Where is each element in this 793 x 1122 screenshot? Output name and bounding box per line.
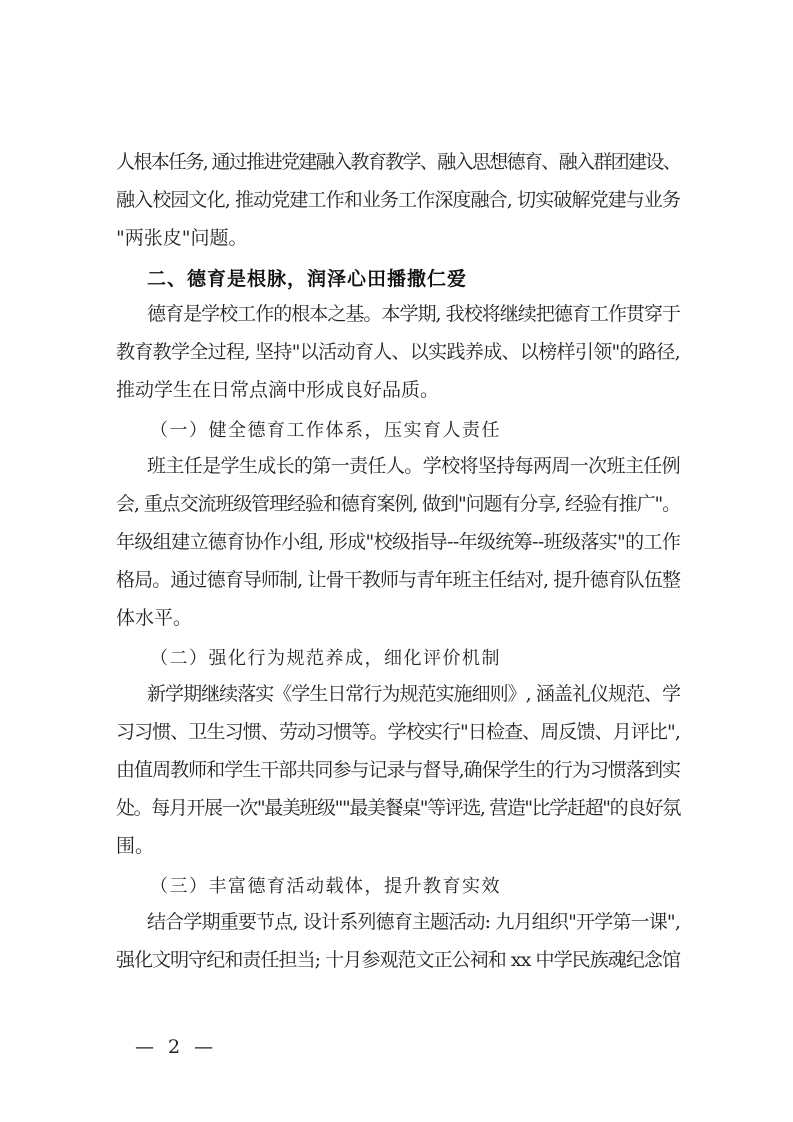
subsection-heading: （二）强化行为规范养成，细化评价机制 [150,648,501,669]
paragraph-line: 新学期继续落实《学生日常行为规范实施细则》, 涵盖礼仪规范、学 [147,683,681,705]
paragraph-line: 年级组建立德育协作小组, 形成"校级指导--年级统筹--班级落实"的工作 [116,531,681,553]
paragraph-line: 处。每月开展一次"最美班级""最美餐桌"等评选, 营造"比学赶超"的良好氛 [116,797,680,819]
paragraph-line: 德育是学校工作的根本之基。本学期, 我校将继续把德育工作贯穿于 [147,303,681,325]
subsection-heading: （三）丰富德育活动载体，提升教育实效 [150,876,501,897]
section-heading: 二、德育是根脉，润泽心田播撒仁爱 [147,268,468,290]
paragraph-line: 由值周教师和学生干部共同参与记录与督导,确保学生的行为习惯落到实 [116,759,681,781]
paragraph-line: 教育教学全过程, 坚持"以活动育人、以实践养成、以榜样引领"的路径, [116,341,680,363]
page-number: — 2 — [135,1036,218,1058]
paragraph-line: 结合学期重要节点, 设计系列德育主题活动: 九月组织"开学第一课", [147,911,681,933]
paragraph-line: 融入校园文化, 推动党建工作和业务工作深度融合, 切实破解党建与业务 [116,189,681,211]
paragraph-line: 体水平。 [116,607,193,629]
paragraph-line: 会, 重点交流班级管理经验和德育案例, 做到"问题有分享, 经验有推广"。 [116,493,680,515]
paragraph-line: 强化文明守纪和责任担当; 十月参观范文正公祠和 xx 中学民族魂纪念馆 [116,949,680,971]
paragraph-line: 习习惯、卫生习惯、劳动习惯等。学校实行"日检查、周反馈、月评比", [116,721,680,743]
paragraph-line: 推动学生在日常点滴中形成良好品质。 [116,379,440,401]
paragraph-line: 人根本任务, 通过推进党建融入教育教学、融入思想德育、融入群团建设、 [116,151,681,173]
subsection-heading: （一）健全德育工作体系，压实育人责任 [150,420,501,441]
paragraph-line: 班主任是学生成长的第一责任人。学校将坚持每两周一次班主任例 [147,455,681,477]
paragraph-line: 围。 [116,835,155,857]
paragraph-line: "两张皮"问题。 [116,227,248,249]
paragraph-line: 格局。通过德育导师制, 让骨干教师与青年班主任结对, 提升德育队伍整 [116,569,681,591]
